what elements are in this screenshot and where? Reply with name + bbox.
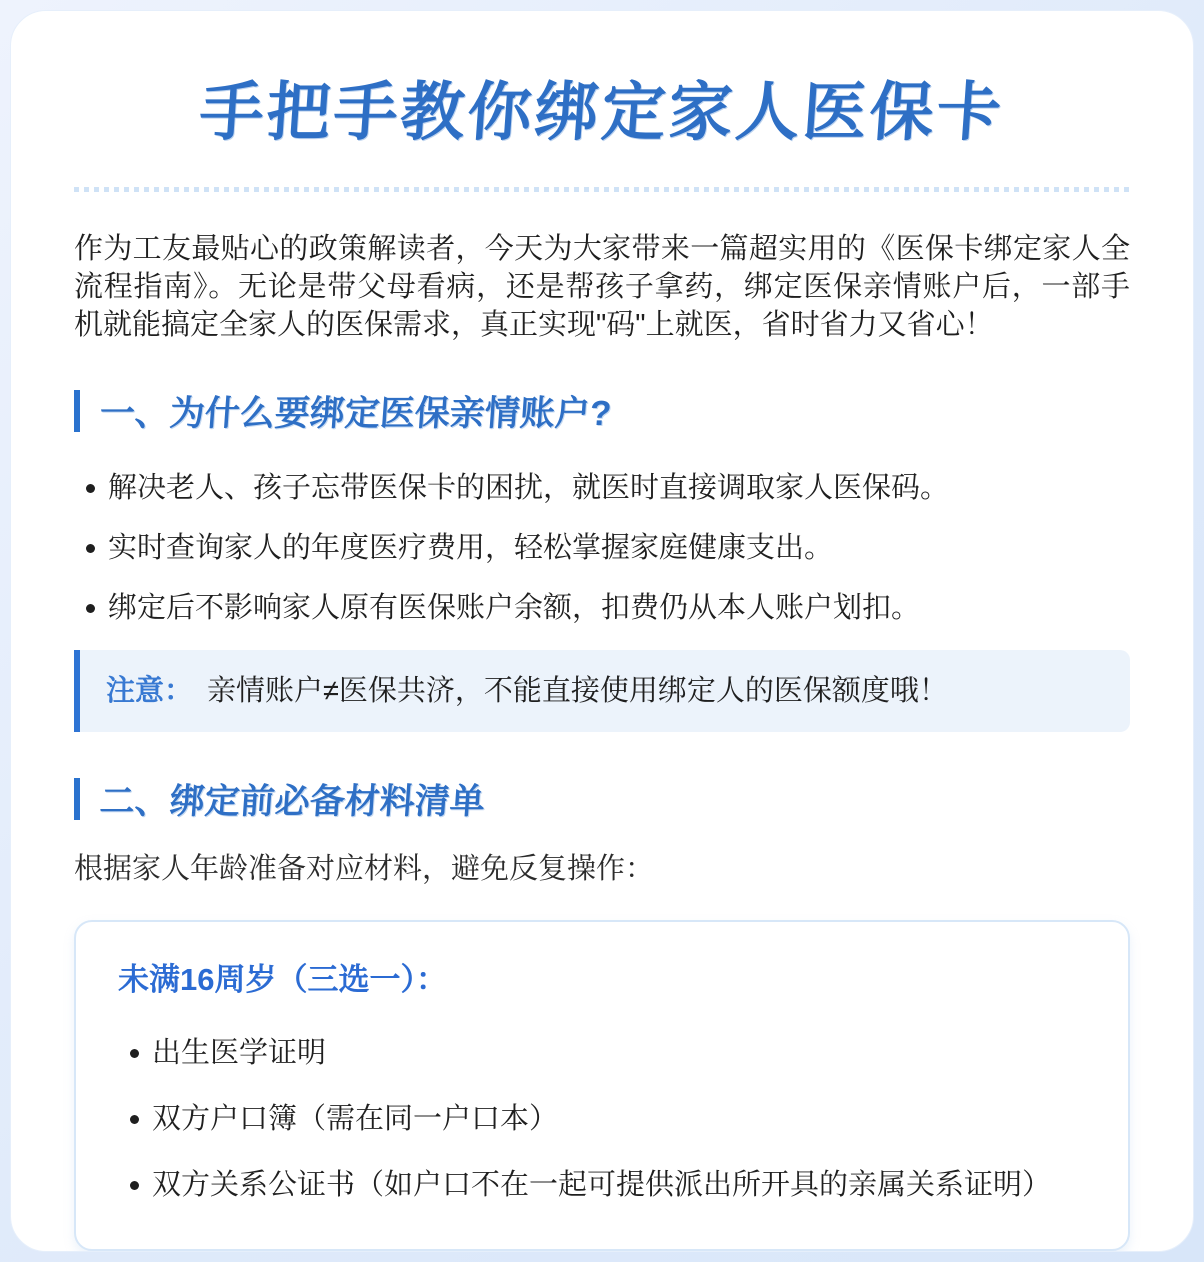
note-text: 亲情账户≠医保共济，不能直接使用绑定人的医保额度哦！ [207, 675, 948, 707]
materials-helper-text: 根据家人年龄准备对应材料，避免反复操作： [74, 853, 655, 885]
section-why-heading [74, 386, 1130, 436]
list-item: 解决老人、孩子忘带医保卡的困扰，就医时直接调取家人医保码。 [74, 470, 1130, 506]
materials-card-title: 未满16周岁（三选一）： [118, 962, 447, 997]
list-item: 双方户口簿（需在同一户口本） [118, 1101, 1086, 1137]
list-item: 双方关系公证书（如户口不在一起可提供派出所开具的亲属关系证明） [118, 1167, 1086, 1203]
intro-paragraph: 作为工友最贴心的政策解读者，今天为大家带来一篇超实用的《医保卡绑定家人全流程指南》。无论是带父母看病，还是帮孩子拿药，绑定医保亲情账户后，一部手机就能搞定全家人的医保需求，真正实现"码"上就医，省时省力又省心！ [74, 233, 1130, 341]
section-why-heading-text: 一、为什么要绑定医保亲情账户? [98, 394, 613, 433]
article-card [10, 10, 1194, 1252]
note-callout [74, 650, 1130, 732]
page-title: 手把手教你绑定家人医保卡 [197, 76, 1007, 148]
dotted-divider [74, 187, 1130, 192]
list-item: 绑定后不影响家人原有医保账户余额，扣费仍从本人账户划扣。 [74, 590, 1130, 626]
materials-under-16-card [74, 920, 1130, 1251]
section-materials-heading [74, 774, 1130, 824]
section-materials-heading-text: 二、绑定前必备材料清单 [98, 782, 487, 821]
list-item: 实时查询家人的年度医疗费用，轻松掌握家庭健康支出。 [74, 530, 1130, 566]
heading-accent-bar [74, 390, 80, 432]
heading-accent-bar [74, 778, 80, 820]
materials-bullet-list [118, 1035, 1086, 1203]
why-bullet-list [74, 470, 1130, 626]
list-item: 出生医学证明 [118, 1035, 1086, 1071]
note-label: 注意： [106, 675, 194, 707]
